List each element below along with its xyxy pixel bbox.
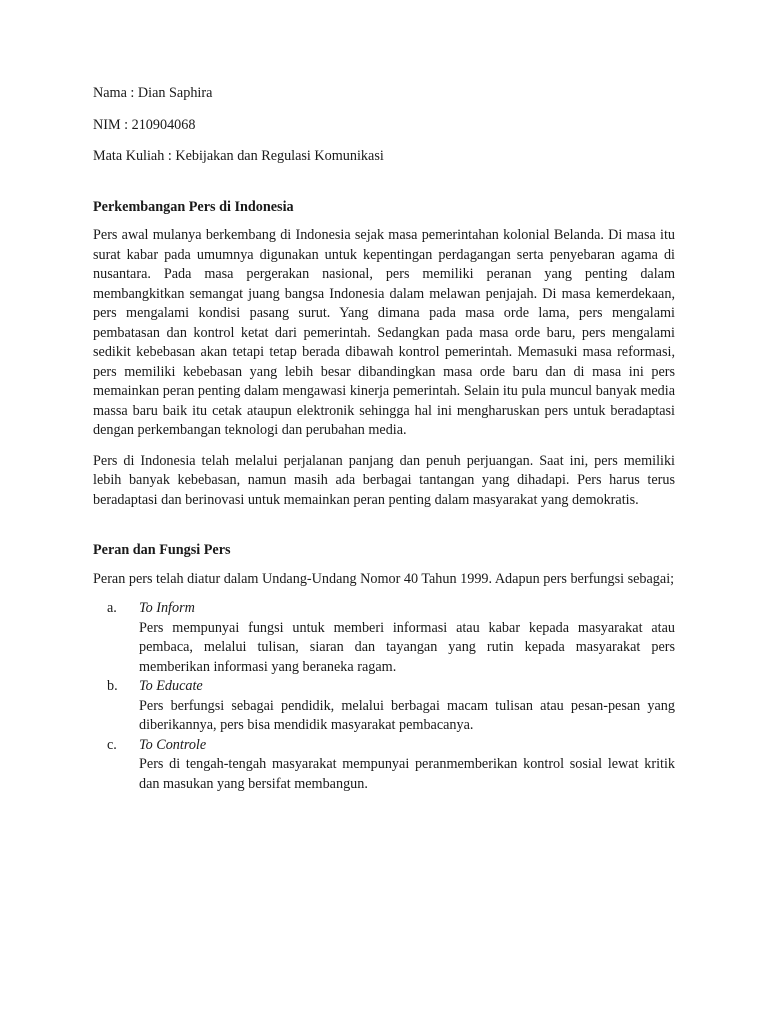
paragraph: Peran pers telah diatur dalam Undang-Undang Nomor 40 Tahun 1999. Adapun pers berfungsi sebagai; [93,570,675,587]
list-item [93,677,675,736]
list-item-title: To Inform [139,600,195,616]
list-item [93,736,675,795]
function-list [93,599,675,794]
list-item-body: Pers berfungsi sebagai pendidik, melalui berbagai macam tulisan atau pesan-pesan yang diberikannya, pers bisa mendidik masyarakat pembacanya. [139,697,675,733]
paragraph: Pers awal mulanya berkembang di Indonesia sejak masa pemerintahan kolonial Belanda. Di masa itu surat kabar pada umumnya digunakan untuk kepentingan perdagangan serta penyebaran agama di nusantara. Pada masa pergerakan nasional, pers memiliki peranan yang penting dalam membangkitkan semangat juang bangsa Indonesia dalam melawan penjajah. Di masa kemerdekaan, pers mengalami kondisi pasang surut. Yang dimana pada masa orde lama, pers mengalami pembatasan dan kontrol ketat dari pemerintah. Sedangkan pada masa orde baru, pers mengalami sedikit kebebasan akan tetapi tetap berada dibawah kontrol pemerintah. Memasuki masa reformasi, pers memiliki kebebasan yang lebih besar dibandingkan masa orde baru dan di masa ini pers memainkan peran penting dalam mengawasi kinerja pemerintah. Selain itu pula muncul banyak media massa baru baik itu cetak ataupun elektronik sehingga hal ini mengharuskan pers untuk beradaptasi dengan perkembangan teknologi dan perubahan media. [93,227,675,438]
document-page [93,84,675,794]
list-item-body: Pers di tengah-tengah masyarakat mempunyai peranmemberikan kontrol sosial lewat kritik dan masukan yang bersifat membangun. [139,756,675,792]
student-nim: NIM : 210904068 [93,116,196,133]
list-item-title: To Controle [139,736,207,753]
list-marker: b. [107,678,118,694]
student-name: Nama : Dian Saphira [93,85,213,101]
course-name: Mata Kuliah : Kebijakan dan Regulasi Komunikasi [93,148,384,164]
list-item-body: Pers mempunyai fungsi untuk memberi informasi atau kabar kepada masyarakat atau pembaca, melalui tulisan, siaran dan tayangan yang rutin kepada masyarakat pers memberikan informasi yang beraneka ragam. [139,619,675,675]
paragraph: Pers di Indonesia telah melalui perjalanan panjang dan penuh perjuangan. Saat ini, pers memiliki lebih banyak kebebasan, namun masih ada berbagai tantangan yang dihadapi. Pers harus terus beradaptasi dan berinovasi untuk memainkan peran penting dalam masyarakat yang demokratis. [93,452,675,508]
list-item [93,599,675,677]
section-title-perkembangan: Perkembangan Pers di Indonesia [93,198,294,215]
list-marker: a. [107,600,117,616]
list-marker: c. [107,736,117,753]
section-title-peran: Peran dan Fungsi Pers [93,542,231,558]
list-item-title: To Educate [139,678,203,694]
